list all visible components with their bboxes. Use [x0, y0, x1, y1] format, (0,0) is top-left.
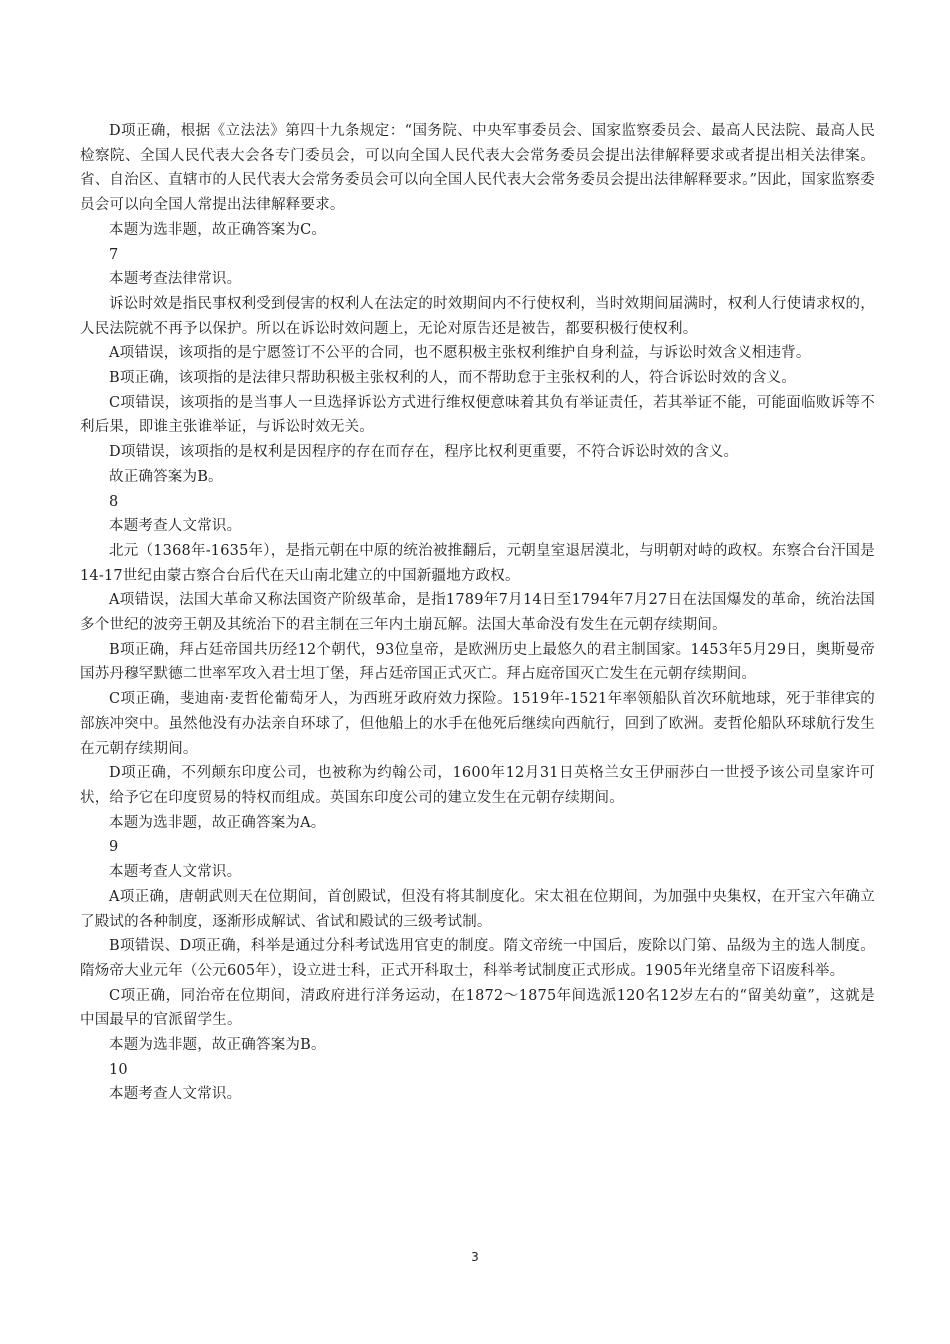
option-a-analysis: A项正确，唐朝武则天在位期间，首创殿试，但没有将其制度化。宋太祖在位期间，为加强中央集权，在开宝六年确立了殿试的各种制度，逐渐形成解试、省试和殿试的三级考试制。	[80, 888, 875, 930]
option-c-analysis: C项正确，同治帝在位期间，清政府进行洋务运动，在1872～1875年间选派120名12岁左右的“留美幼童”，这就是中国最早的官派留学生。	[80, 987, 875, 1029]
answer-line: 本题为选非题，故正确答案为A。	[109, 814, 326, 831]
topic-line: 本题考查人文常识。	[109, 1086, 242, 1103]
paragraph-13: 北元（1368年-1635年），是指元朝在中原的统治被推翻后，元朝皇室退居漠北，与明朝对峙的政权。东察合台汗国是14-17世纪由蒙古察合台后代在天山南北建立的中国新疆地方政权。	[80, 542, 875, 584]
document-body	[80, 119, 875, 1107]
question-number: 7	[109, 246, 119, 263]
option-a-analysis: A项错误，该项指的是宁愿签订不公平的合同，也不愿积极主张权利维护自身利益，与诉讼时效含义相违背。	[109, 345, 811, 362]
question-number: 10	[109, 1061, 128, 1078]
option-c-analysis: C项错误，该项指的是当事人一旦选择诉讼方式进行维权便意味着其负有举证责任，若其举证不能，可能面临败诉等不利后果，即谁主张谁举证，与诉讼时效无关。	[80, 394, 875, 436]
topic-line: 本题考查人文常识。	[109, 518, 242, 535]
topic-line: 本题考查人文常识。	[109, 864, 242, 881]
answer-line: 本题为选非题，故正确答案为C。	[109, 221, 327, 238]
option-a-analysis: A项错误，法国大革命又称法国资产阶级革命，是指1789年7月14日至1794年7月27日在法国爆发的革命，统治法国多个世纪的波旁王朝及其统治下的君主制在三年内土崩瓦解。法国大革命没有发生在元朝存续期间。	[80, 592, 875, 634]
option-b-analysis: B项正确，该项指的是法律只帮助积极主张权利的人，而不帮助怠于主张权利的人，符合诉讼时效的含义。	[109, 370, 797, 387]
option-d-analysis: D项错误，该项指的是权利是因程序的存在而存在，程序比权利更重要，不符合诉讼时效的含义。	[109, 444, 739, 461]
option-b-analysis: B项正确，拜占廷帝国共历经12个朝代，93位皇帝，是欧洲历史上最悠久的君主制国家。1453年5月29日，奥斯曼帝国苏丹穆罕默德二世率军攻入君士坦丁堡，拜占廷帝国正式灭亡。拜占庭帝国灭亡发生在元朝存续期间。	[80, 641, 875, 683]
option-bd-analysis: B项错误、D项正确，科举是通过分科考试选用官吏的制度。隋文帝统一中国后，废除以门第、品级为主的选人制度。隋炀帝大业元年（公元605年），设立进士科，正式开科取士，科举考试制度正式形成。1905年光绪皇帝下诏废科举。	[80, 938, 875, 979]
option-c-analysis: C项正确，斐迪南·麦哲伦葡萄牙人，为西班牙政府效力探险。1519年-1521年率领船队首次环航地球，死于菲律宾的部族冲突中。虽然他没有办法亲自环球了，但他船上的水手在他死后继续向西航行，回到了欧洲。麦哲伦船队环球航行发生在元朝存续期间。	[80, 691, 875, 757]
option-d-analysis: D项正确，不列颠东印度公司，也被称为约翰公司，1600年12月31日英格兰女王伊丽莎白一世授予该公司皇家许可状，给予它在印度贸易的特权而组成。英国东印度公司的建立发生在元朝存续期间。	[80, 765, 875, 806]
answer-line: 故正确答案为B。	[109, 468, 223, 485]
topic-line: 本题考查法律常识。	[109, 271, 242, 288]
question-number: 8	[109, 493, 119, 510]
question-number: 9	[109, 839, 119, 856]
page-number: 3	[471, 1250, 479, 1264]
paragraph-5: 诉讼时效是指民事权利受到侵害的权利人在法定的时效期间内不行使权利，当时效期间届满时，权利人行使请求权的，人民法院就不再予以保护。所以在诉讼时效问题上，无论对原告还是被告，都要积极行使权利。	[80, 295, 875, 337]
answer-line: 本题为选非题，故正确答案为B。	[109, 1037, 326, 1054]
paragraph-1: D项正确，根据《立法法》第四十九条规定：“国务院、中央军事委员会、国家监察委员会、最高人民法院、最高人民检察院、全国人民代表大会各专门委员会，可以向全国人民代表大会常务委员会提出法律解释要求或者提出相关法律案。省、自治区、直辖市的人民代表大会常务委员会可以向全国人民代表大会常务委员会提出法律解释要求。”因此，国家监察委员会可以向全国人常提出法律解释要求。	[80, 123, 875, 214]
